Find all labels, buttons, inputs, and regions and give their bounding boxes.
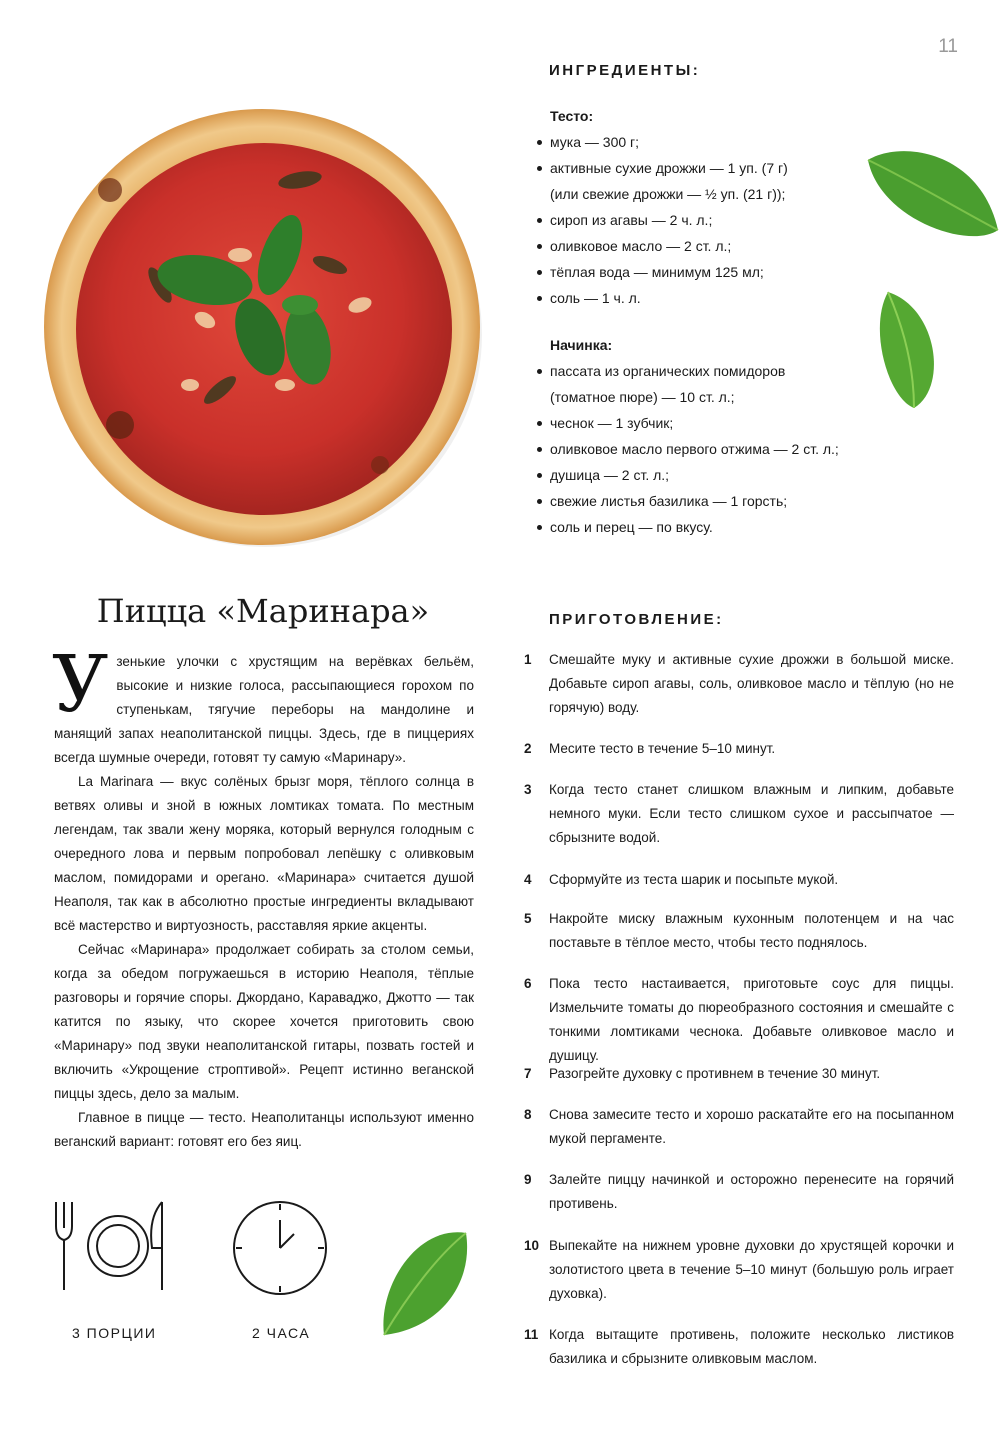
recipe-title: Пицца «Маринара» — [96, 592, 430, 630]
ingredient-item: оливковое масло — 2 ст. л.; — [536, 233, 866, 259]
story-paragraph — [52, 640, 474, 770]
step-number: 2 — [524, 741, 532, 756]
ingredient-item: соль и перец — по вкусу. — [536, 514, 866, 540]
step-text: Когда тесто станет слишком влажным и липким, добавьте немного муки. Если тесто слишком сухое и рассыпчатое — сбрызните водой. — [549, 782, 954, 845]
filling-list — [536, 332, 866, 540]
step-text: Разогрейте духовку с противнем в течение 30 минут. — [549, 1066, 881, 1081]
story-paragraph: La Marinara — вкус солёных брызг моря, тёплого солнца в ветвях оливы и зной в южных ломтиках томата. По местным легендам, так звали жену моряка, который вернулся голодным с очередного лова и первым попробовал лепёшку с оливковым маслом, помидорами и орегано. «Маринара» считается душой Неаполя, так как в абсолютно простые ингредиенты вкладывают всё мастерство и виртуозность, расставляя яркие акценты. — [54, 774, 474, 933]
method-step — [524, 1234, 954, 1306]
step-text: Когда вытащите противень, положите несколько листиков базилика и сбрызните оливковым маслом. — [549, 1327, 954, 1366]
step-text: Месите тесто в течение 5–10 минут. — [549, 741, 776, 756]
servings-label: 3 ПОРЦИИ — [72, 1325, 157, 1341]
drop-cap: У — [52, 640, 109, 730]
plate-cutlery-icon — [52, 1198, 176, 1294]
step-number: 3 — [524, 782, 532, 797]
method-step — [524, 972, 954, 1068]
step-text: Пока тесто настаивается, приготовьте соус для пиццы. Измельчите томаты до пюреобразного состояния и смешайте с тонкими ломтиками чеснока. Добавьте оливковое масло и душицу. — [549, 976, 954, 1063]
basil-leaf-image — [378, 1225, 470, 1337]
method-step — [524, 737, 954, 761]
method-step — [524, 868, 954, 892]
clock-icon — [230, 1198, 330, 1298]
step-text: Снова замесите тесто и хорошо раскатайте его на посыпанном мукой пергаменте. — [549, 1107, 954, 1146]
step-number: 1 — [524, 652, 532, 667]
basil-leaf-image — [868, 288, 948, 412]
step-text: Залейте пиццу начинкой и осторожно перенесите на горячий противень. — [549, 1172, 954, 1211]
ingredient-item: соль — 1 ч. л. — [536, 285, 866, 311]
dough-list — [536, 103, 866, 311]
ingredient-item: тёплая вода — минимум 125 мл; — [536, 259, 866, 285]
basil-leaf-image — [860, 140, 1000, 260]
step-number: 7 — [524, 1066, 532, 1081]
time-label: 2 ЧАСА — [252, 1325, 311, 1341]
ingredients-title: ИНГРЕДИЕНТЫ: — [549, 62, 701, 79]
method-step — [524, 1062, 954, 1086]
pizza-image — [40, 105, 488, 553]
story-paragraph: Главное в пицце — тесто. Неаполитанцы используют именно веганский вариант: готовят его без яиц. — [54, 1110, 474, 1149]
step-number: 4 — [524, 872, 532, 887]
step-number: 11 — [524, 1327, 539, 1342]
ingredient-item: чеснок — 1 зубчик; — [536, 410, 866, 436]
ingredient-item: оливковое масло первого отжима — 2 ст. л.; — [536, 436, 866, 462]
step-number: 6 — [524, 976, 532, 991]
step-number: 9 — [524, 1172, 532, 1187]
step-number: 5 — [524, 911, 532, 926]
method-step — [524, 778, 954, 850]
step-number: 10 — [524, 1238, 540, 1253]
ingredient-item-continuation: (томатное пюре) — 10 ст. л.; — [550, 389, 735, 405]
method-title: ПРИГОТОВЛЕНИЕ: — [549, 611, 724, 628]
ingredient-item-continuation: (или свежие дрожжи — ½ уп. (21 г)); — [550, 186, 786, 202]
story-paragraph-text: зенькие улочки с хрустящим на верёвках бельём, высокие и низкие голоса, рассыпающиеся горохом по ступенькам, тягучие переборы на мандолине и манящий запах неаполитанской пиццы. Здесь, где в пиццериях всегда шумные очереди, готовят ту самую «Маринару». — [54, 654, 474, 765]
ingredient-item: мука — 300 г; — [536, 129, 866, 155]
ingredient-item: пассата из органических помидоров — [536, 358, 866, 384]
method-step — [524, 907, 954, 955]
step-text: Выпекайте на нижнем уровне духовки до хрустящей корочки и золотистого цвета в течение 5–10 минут (большую роль играет духовка). — [549, 1238, 954, 1301]
story-paragraph: Сейчас «Маринара» продолжает собирать за столом семьи, когда за обедом погружаешься в историю Неаполя, тёплые разговоры и горячие споры. Джордано, Караваджо, Джотто — так катится по языку, что скорее хочется приготовить свою «Маринару» под звуки неаполитанской гитары, позвать гостей и включить «Укрощение строптивой». Рецепт истинно веганской пиццы здесь, дело за малым. — [54, 942, 474, 1101]
ingredient-item: душица — 2 ст. л.; — [536, 462, 866, 488]
method-step — [524, 1103, 954, 1151]
dough-heading: Тесто: — [550, 108, 594, 124]
method-step — [524, 1168, 954, 1216]
method-step — [524, 648, 954, 720]
ingredient-item: сироп из агавы — 2 ч. л.; — [536, 207, 866, 233]
step-text: Смешайте муку и активные сухие дрожжи в большой миске. Добавьте сироп агавы, соль, оливковое масло и тёплую (но не горячую) воду. — [549, 652, 954, 715]
step-text: Сформуйте из теста шарик и посыпьте мукой. — [549, 872, 839, 887]
step-number: 8 — [524, 1107, 532, 1122]
ingredient-item: свежие листья базилика — 1 горсть; — [536, 488, 866, 514]
page-number: 11 — [938, 36, 958, 57]
step-text: Накройте миску влажным кухонным полотенцем и на час поставьте в тёплое место, чтобы тесто поднялось. — [549, 911, 954, 950]
method-step — [524, 1323, 954, 1371]
recipe-story — [52, 640, 474, 1154]
ingredient-item: активные сухие дрожжи — 1 уп. (7 г) — [536, 155, 866, 181]
filling-heading: Начинка: — [550, 337, 613, 353]
